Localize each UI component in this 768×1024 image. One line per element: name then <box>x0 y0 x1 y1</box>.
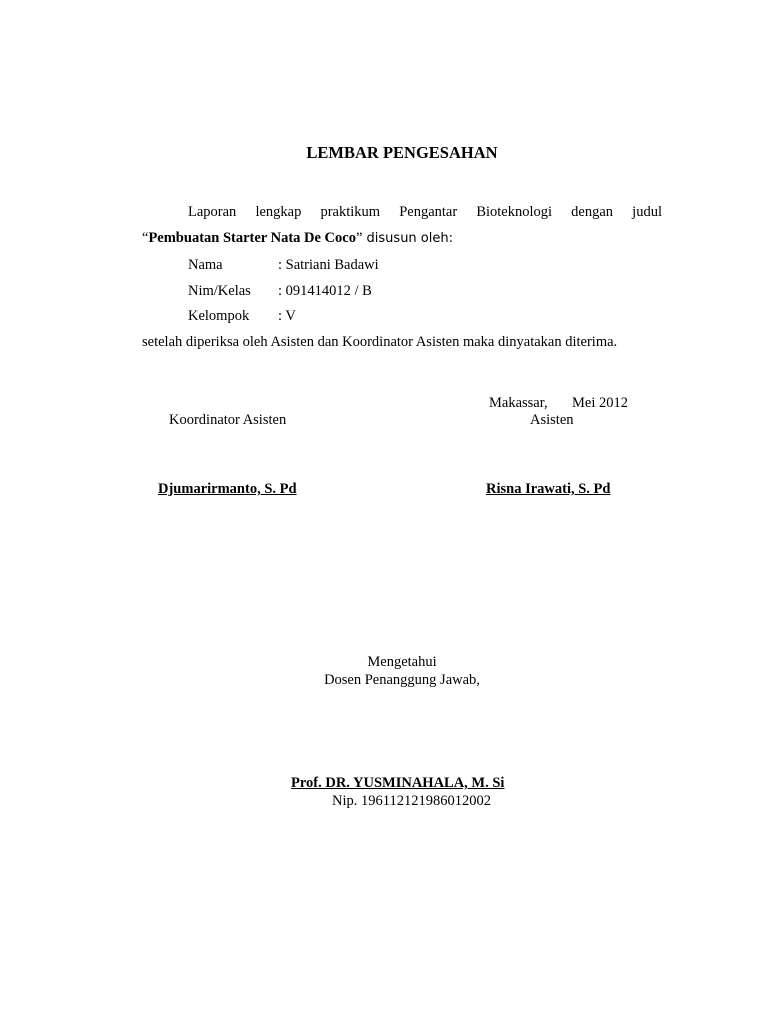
field-label-nim-kelas: Nim/Kelas <box>188 283 251 299</box>
intro-line <box>188 205 662 220</box>
coordinator-name: Djumarirmanto, S. Pd <box>158 481 297 497</box>
intro-word: praktikum <box>320 204 381 220</box>
closing-statement: setelah diperiksa oleh Asisten dan Koordinator Asisten maka dinyatakan diterima. <box>142 334 618 350</box>
field-label-kelompok: Kelompok <box>188 308 250 324</box>
date: Mei 2012 <box>572 395 628 411</box>
intro-word: dengan <box>571 204 614 220</box>
lecturer-name: Prof. DR. YUSMINAHALA, M. Si <box>291 775 505 791</box>
field-label-nama: Nama <box>188 257 223 273</box>
intro-word: lengkap <box>255 204 302 220</box>
assistant-name: Risna Irawati, S. Pd <box>486 481 611 497</box>
coordinator-role: Koordinator Asisten <box>169 412 287 428</box>
field-value-nim-kelas: : 091414012 / B <box>278 283 372 299</box>
place: Makassar, <box>489 395 548 411</box>
intro-word: Bioteknologi <box>476 204 553 220</box>
intro-word: judul <box>632 204 662 220</box>
approval-heading: Mengetahui <box>367 654 437 670</box>
assistant-role: Asisten <box>530 412 574 428</box>
lecturer-nip: Nip. 196112121986012002 <box>332 793 491 809</box>
page-title: LEMBAR PENGESAHAN <box>306 143 498 162</box>
intro-word: Laporan <box>188 204 237 220</box>
lecturer-role: Dosen Penanggung Jawab, <box>324 672 480 688</box>
intro-word: Pengantar <box>399 204 458 220</box>
quote-close: ” <box>355 230 363 246</box>
intro-tail: disusun oleh: <box>362 231 453 246</box>
quote-open: “ <box>142 230 149 246</box>
intro-line-2 <box>142 231 453 246</box>
field-value-nama: : Satriani Badawi <box>278 257 379 273</box>
report-title: Pembuatan Starter Nata De Coco <box>148 230 356 246</box>
field-value-kelompok: : V <box>278 308 296 324</box>
